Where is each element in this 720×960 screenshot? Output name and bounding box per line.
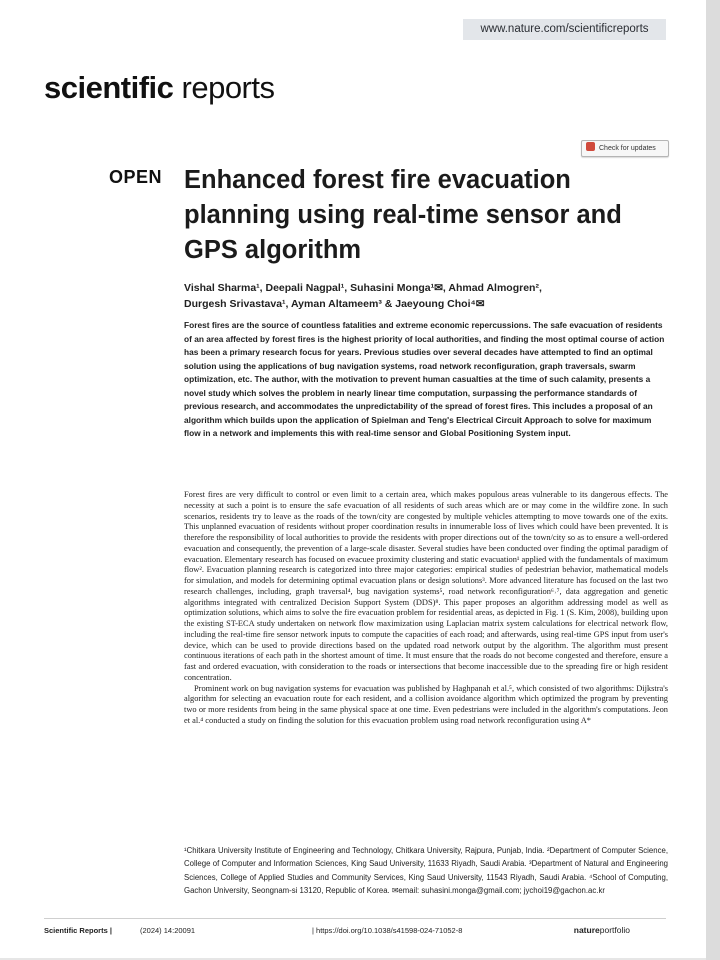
- logo-bold-text: scientific: [44, 70, 174, 105]
- open-access-label: OPEN: [109, 167, 163, 187]
- page-footer: [44, 926, 666, 938]
- footer-divider: [44, 918, 666, 919]
- viewer-edge: [706, 0, 720, 960]
- footer-journal-name: Scientific Reports |: [44, 926, 112, 935]
- body-paragraph-2: Prominent work on bug navigation systems for evacuation was published by Haghpanah et al.⁵, which consisted of two algorithms: Dijkstra's algorithm for selecting an evacuation route for each resident, and a collision avoidance algorithm which optimized the program by preventing two or more residents from being in the same physical space at one time. Even pedestrians were included in the algorithm's computations. Jeon et al.⁴ conducted a study on finding the solution for this evacuation problem using road network reconfiguration using A*: [184, 683, 668, 725]
- journal-logo[interactable]: [44, 70, 275, 106]
- body-paragraph-1: Forest fires are very difficult to control or even limit to a certain area, which makes populous areas vulnerable to its dangerous effects. The necessity at such a point is to ensure the safe evacuation of all residents of such areas which are or may come in the wildfire zone. In such scenarios, residents try to leave as the roads of the town/city are congested by multiple vehicles attempting to move towards one of the exits. This unplanned evacuation of residents without proper coordination results in innumerable loss of lives which could have been prevented. It is therefore the responsibility of local authorities to provide the residents with proper directions out of the town/city so as to ensure a well-ordered evacuation and consequently, the prevention of a large-scale disaster. Several studies have been conducted over finding the optimal paradigm of evacuation. Elementary research has focused on evacuee proximity clustering and static evacuation¹ applied with the fundamentals of maximum flow². Evacuation planning research is categorized into three major categories: empirical studies of pedestrian behavior, mathematical models for simulation, and models for determining optimal evacuation plans or design solutions³. More advanced literature has focused on the last two research challenges, including, graph traversal⁴, bug navigation systems⁵, road network reconfiguration⁶˒⁷, data aggregation and genetic algorithms integrated with centralized Decision Support System (DDS)⁸. This paper proposes an algorithm addressing model as well as optimization solutions, which aims to solve the fire evacuation problem for residential areas, as depicted in Fig. 1 (S. Kim, 2008), building upon the existing ST-ECA study undertaken on network flow maximization using Laplacian matrix system calculations for electrical network flow, including the real-time fire sensor network inputs to compute the capacities of each road; and afterwards, using real-time GPS input from user's device, which can be used to provide directions based on the updated road network output by the algorithm. The algorithm must present continuous iterations of each path in the shortest amount of time. It must ensure that the roads do not become congested and therefore, ensure a fast and ordered evacuation, with consideration to the roads or intersections that become inaccessible due to the spreading fire or high resident concentration.: [184, 490, 668, 682]
- article-title: Enhanced forest fire evacuation planning using real-time sensor and GPS algorithm: [184, 166, 622, 264]
- affiliations: ¹Chitkara University Institute of Engineering and Technology, Chitkara University, Rajpura, Punjab, India. ²Department of Computer Science, College of Computer and Information Sciences, King Saud University, 11633 Riyadh, Saudi Arabia. ³Department of Natural and Engineering Sciences, College of Applied Studies and Community Services, King Saud University, 11543 Riyadh, Saudi Arabia. ⁴School of Computing, Gachon University, Seongnam-si 13120, Republic of Korea. ✉email: suhasini.monga@gmail.com; jychoi19@gachon.ac.kr: [184, 846, 668, 895]
- check-for-updates-button[interactable]: [581, 140, 669, 157]
- np-bold-text: nature: [573, 925, 600, 935]
- footer-doi-link[interactable]: | https://doi.org/10.1038/s41598-024-71052-8: [312, 926, 463, 935]
- body-text: [184, 490, 668, 727]
- journal-url-badge[interactable]: www.nature.com/scientificreports: [463, 19, 666, 40]
- footer-volume: (2024) 14:20091: [140, 926, 196, 935]
- logo-light-text: reports: [181, 70, 275, 105]
- check-for-updates-label: Check for updates: [599, 145, 656, 152]
- nature-portfolio-logo: [574, 925, 630, 935]
- np-light-text: portfolio: [599, 925, 630, 935]
- authors-line-1[interactable]: Vishal Sharma¹, Deepali Nagpal¹, Suhasini Monga¹✉, Ahmad Almogren²,: [184, 282, 542, 294]
- abstract: Forest fires are the source of countless fatalities and extreme economic repercussions. The safe evacuation of residents of an area affected by forest fires is the highest priority of local authorities, and finding the most optimal course of action has been a primary research focus for years. Previous studies over several decades have attempted to find an optimal solution using the applications of bug navigation systems, road network reconfiguration, graph traversals, swarm optimization, etc. The author, with the motivation to prevent human casualties at the time of such calamity, presents a novel study which solves the problem in nearly linear time computation, surpassing the performance standards of previous research, and accommodates the unpredictability of the spread of forest fires. This includes a proposal of an algorithm which builds upon the application of Spielman and Teng's Electrical Circuit Approach to solve for maximum flow in a network and implements this with real-time sensor and Global Positioning System input.: [184, 320, 665, 439]
- crossmark-icon: [586, 142, 595, 151]
- authors-line-2[interactable]: Durgesh Srivastava¹, Ayman Altameem³ & Jaeyoung Choi⁴✉: [184, 298, 485, 310]
- author-list: [184, 280, 664, 312]
